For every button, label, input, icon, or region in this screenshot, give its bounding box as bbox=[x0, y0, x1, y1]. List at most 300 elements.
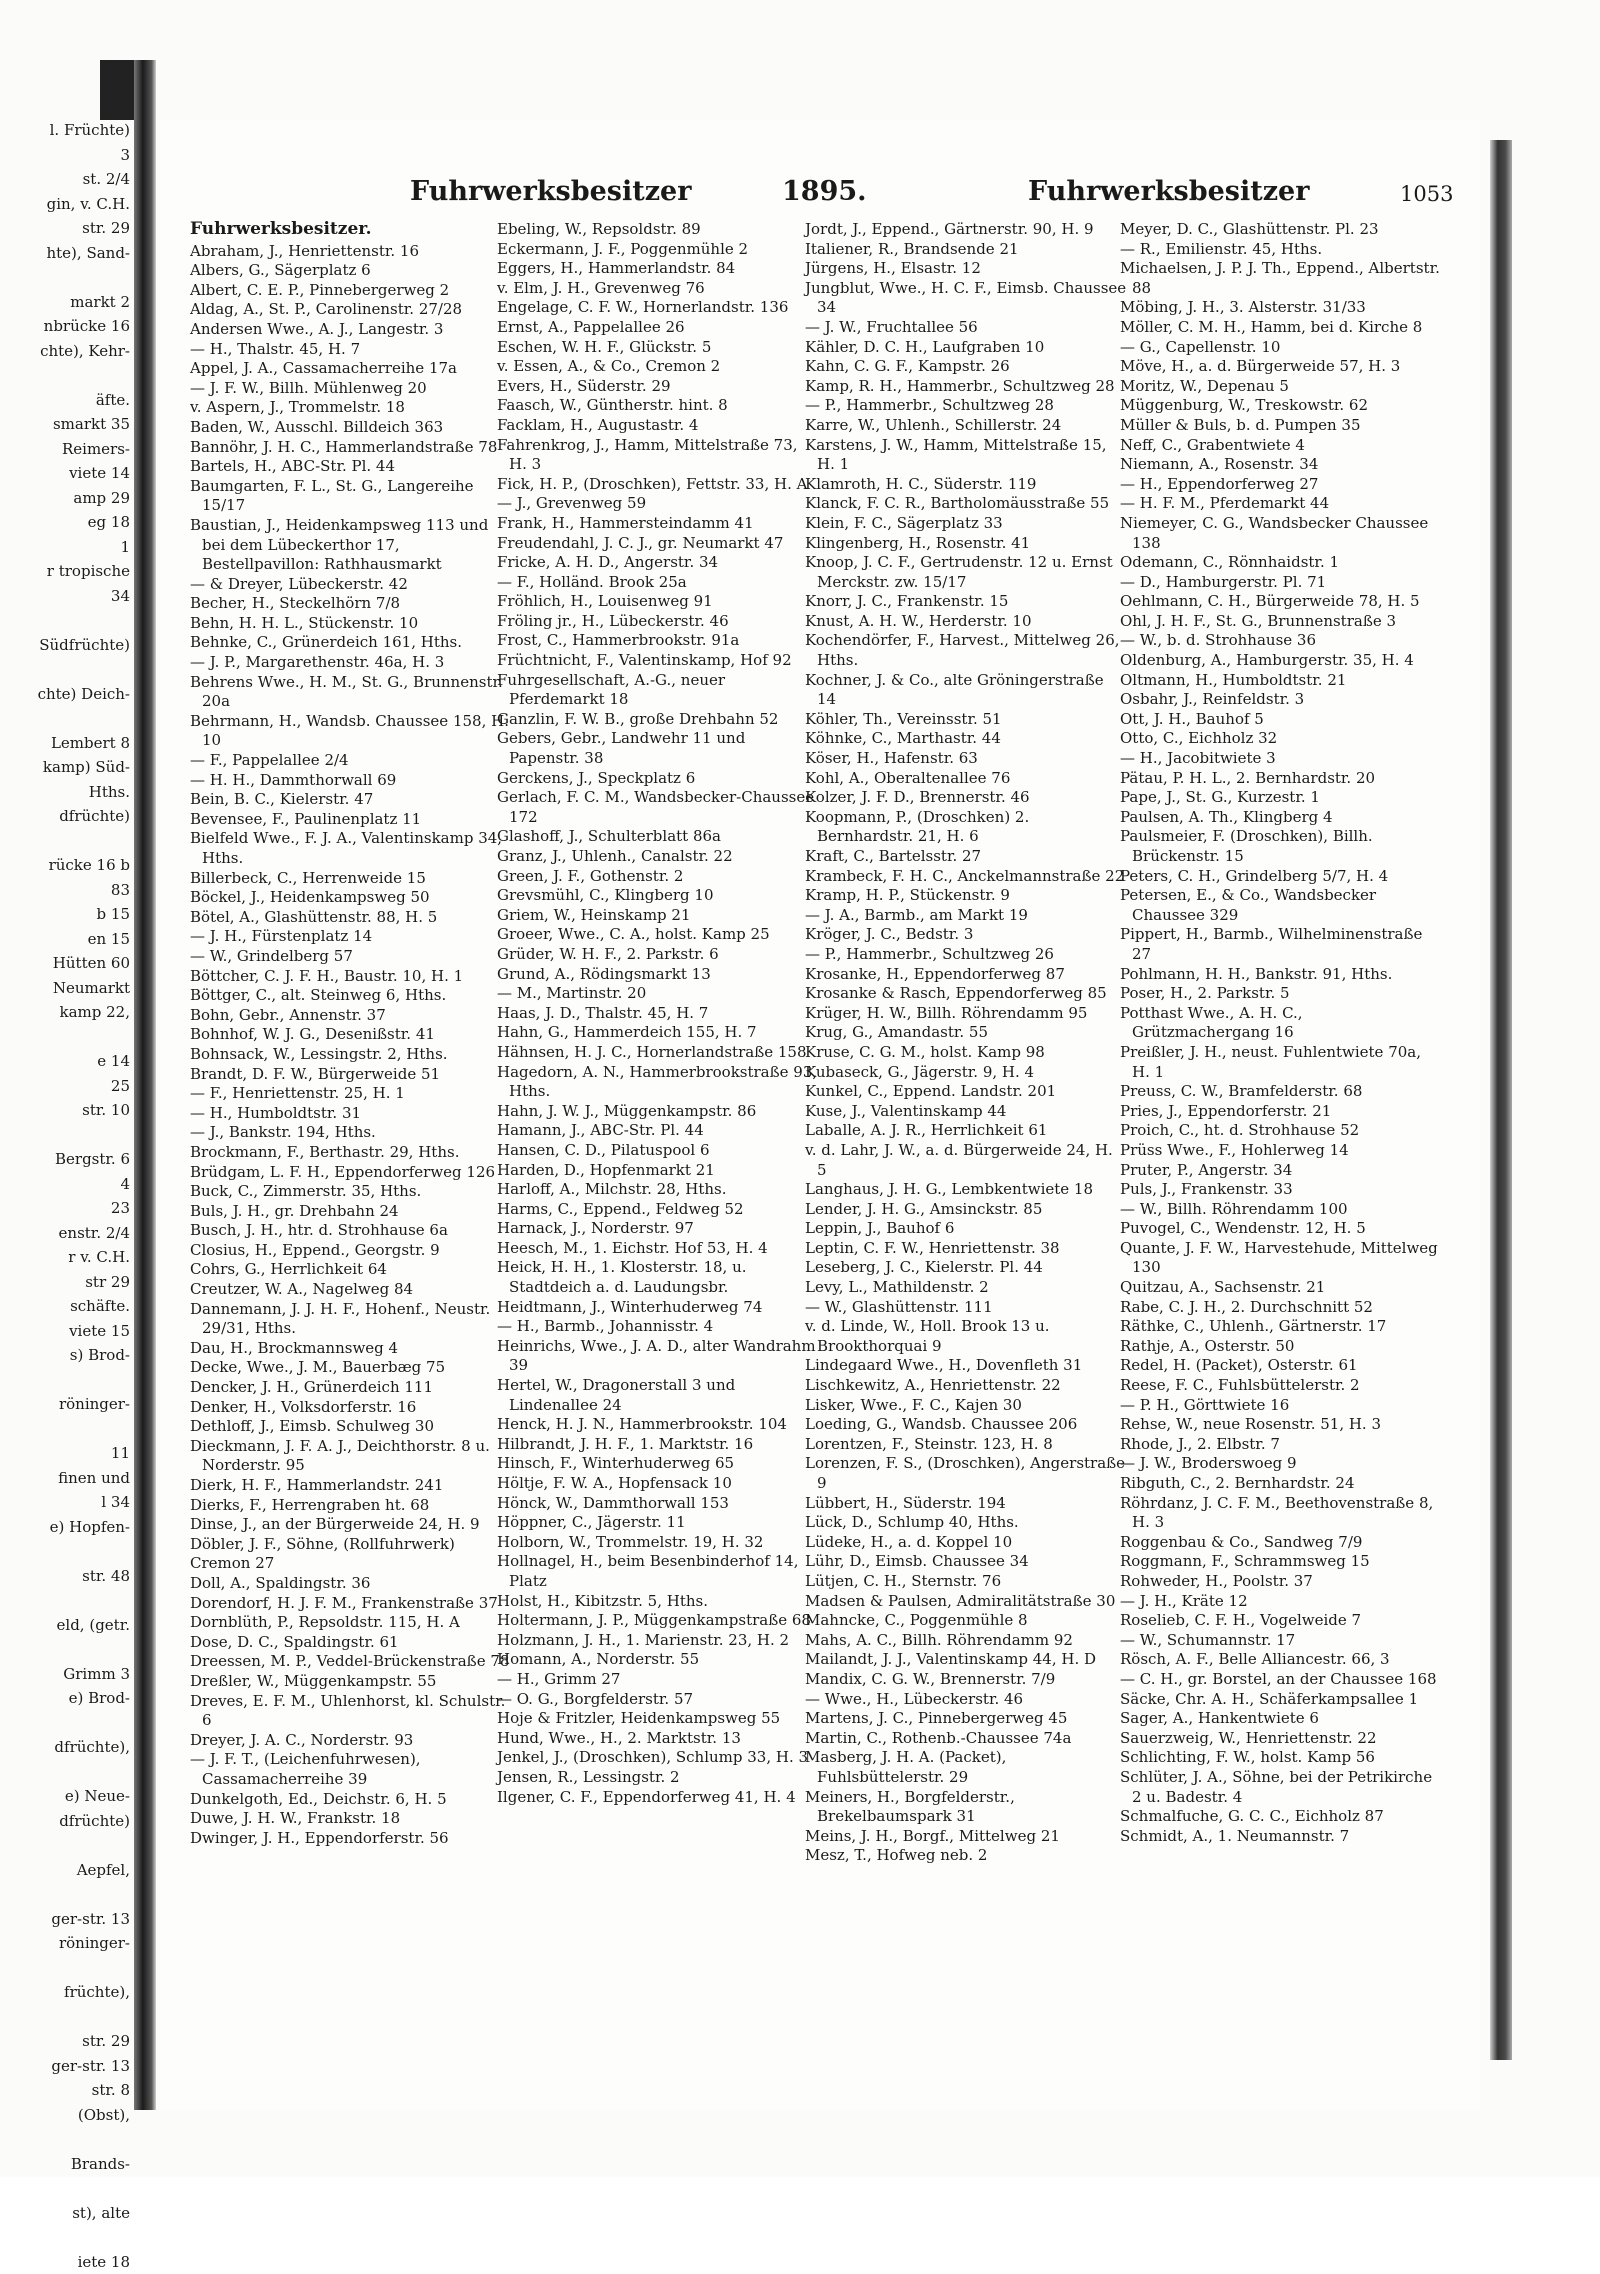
directory-entry: Meins, J. H., Borgf., Mittelweg 21 bbox=[805, 1827, 1127, 1847]
directory-entry: Jensen, R., Lessingstr. 2 bbox=[497, 1768, 819, 1788]
directory-entry: Buck, C., Zimmerstr. 35, Hths. bbox=[190, 1182, 512, 1202]
left-page-line: nbrücke 16 bbox=[0, 314, 130, 339]
directory-entry: Leptin, C. F. W., Henriettenstr. 38 bbox=[805, 1239, 1127, 1259]
directory-entry: Pries, J., Eppendorferstr. 21 bbox=[1120, 1102, 1442, 1122]
directory-entry: Brockmann, F., Berthastr. 29, Hths. bbox=[190, 1143, 512, 1163]
directory-entry: Martens, J. C., Pinnebergerweg 45 bbox=[805, 1709, 1127, 1729]
directory-entry: Hamann, J., ABC-Str. Pl. 44 bbox=[497, 1121, 819, 1141]
directory-entry: Dunkelgoth, Ed., Deichstr. 6, H. 5 bbox=[190, 1790, 512, 1810]
directory-entry: Ebeling, W., Repsoldstr. 89 bbox=[497, 220, 819, 240]
left-page-line: 23 bbox=[0, 1196, 130, 1221]
left-page-line: Hütten 60 bbox=[0, 951, 130, 976]
directory-entry: Kröger, J. C., Bedstr. 3 bbox=[805, 925, 1127, 945]
directory-entry: Bevensee, F., Paulinenplatz 11 bbox=[190, 810, 512, 830]
directory-entry: Groeer, Wwe., C. A., holst. Kamp 25 bbox=[497, 925, 819, 945]
directory-entry: Gerlach, F. C. M., Wandsbecker-Chaussee 172 bbox=[497, 788, 819, 827]
directory-entry: Fröling jr., H., Lübeckerstr. 46 bbox=[497, 612, 819, 632]
left-page-line: l 34 bbox=[0, 1490, 130, 1515]
left-page-line: dfrüchte), bbox=[0, 1735, 130, 1760]
directory-entry: — D., Hamburgerstr. Pl. 71 bbox=[1120, 573, 1442, 593]
left-page-line: smarkt 35 bbox=[0, 412, 130, 437]
directory-entry: — J. H., Kräte 12 bbox=[1120, 1592, 1442, 1612]
left-page-line: 34 bbox=[0, 584, 130, 609]
left-page-line: e 14 bbox=[0, 1049, 130, 1074]
left-page-line: 25 bbox=[0, 1074, 130, 1099]
left-page-line: amp 29 bbox=[0, 486, 130, 511]
left-page-line bbox=[0, 1956, 130, 1981]
directory-entry: Lender, J. H. G., Amsinckstr. 85 bbox=[805, 1200, 1127, 1220]
directory-entry: Facklam, H., Augustastr. 4 bbox=[497, 416, 819, 436]
directory-entry: Paulsen, A. Th., Klingberg 4 bbox=[1120, 808, 1442, 828]
left-page-line: st), alte bbox=[0, 2201, 130, 2226]
directory-entry: — J. F. T., (Leichenfuhrwesen), Cassamacherreihe 39 bbox=[190, 1750, 512, 1789]
left-page-line bbox=[0, 2225, 130, 2250]
directory-entry: Doll, A., Spaldingstr. 36 bbox=[190, 1574, 512, 1594]
directory-entry: — J. P., Margarethenstr. 46a, H. 3 bbox=[190, 653, 512, 673]
directory-entry: Klein, F. C., Sägerplatz 33 bbox=[805, 514, 1127, 534]
directory-entry: — J. F. W., Billh. Mühlenweg 20 bbox=[190, 379, 512, 399]
directory-entry: Kochendörfer, F., Harvest., Mittelweg 26, Hths. bbox=[805, 631, 1127, 670]
directory-entry: Karre, W., Uhlenh., Schillerstr. 24 bbox=[805, 416, 1127, 436]
directory-entry: Schlüter, J. A., Söhne, bei der Petrikirche 2 u. Badestr. 4 bbox=[1120, 1768, 1442, 1807]
directory-entry: Dierks, F., Herrengraben ht. 68 bbox=[190, 1496, 512, 1516]
directory-entry: Preißler, J. H., neust. Fuhlentwiete 70a, H. 1 bbox=[1120, 1043, 1442, 1082]
directory-entry: Hoje & Fritzler, Heidenkampsweg 55 bbox=[497, 1709, 819, 1729]
left-page-line: dfrüchte) bbox=[0, 1809, 130, 1834]
directory-entry: — P. H., Görttwiete 16 bbox=[1120, 1396, 1442, 1416]
left-page-line: eld, (getr. bbox=[0, 1613, 130, 1638]
directory-entry: Holtermann, J. P., Müggenkampstraße 68 bbox=[497, 1611, 819, 1631]
left-page-line: schäfte. bbox=[0, 1294, 130, 1319]
directory-entry: — M., Martinstr. 20 bbox=[497, 984, 819, 1004]
directory-entry: Kraft, C., Bartelsstr. 27 bbox=[805, 847, 1127, 867]
directory-entry: Knorr, J. C., Frankenstr. 15 bbox=[805, 592, 1127, 612]
left-page-line: finen und bbox=[0, 1466, 130, 1491]
directory-entry: Böttger, C., alt. Steinweg 6, Hths. bbox=[190, 986, 512, 1006]
left-page-line: Reimers- bbox=[0, 437, 130, 462]
directory-entry: — H., Jacobitwiete 3 bbox=[1120, 749, 1442, 769]
directory-entry: Busch, J. H., htr. d. Strohhause 6a bbox=[190, 1221, 512, 1241]
directory-entry: Schmalfuche, G. C. C., Eichholz 87 bbox=[1120, 1807, 1442, 1827]
directory-entry: Grevsmühl, C., Klingberg 10 bbox=[497, 886, 819, 906]
directory-entry: — H., Barmb., Johannisstr. 4 bbox=[497, 1317, 819, 1337]
directory-entry: Lück, D., Schlump 40, Hths. bbox=[805, 1513, 1127, 1533]
left-page-line: 3 bbox=[0, 143, 130, 168]
directory-entry: Säcke, Chr. A. H., Schäferkampsallee 1 bbox=[1120, 1690, 1442, 1710]
directory-entry: Oltmann, H., Humboldtstr. 21 bbox=[1120, 671, 1442, 691]
directory-entry: Müller & Buls, b. d. Pumpen 35 bbox=[1120, 416, 1442, 436]
left-page-line: Neumarkt bbox=[0, 976, 130, 1001]
directory-entry: Haas, J. D., Thalstr. 45, H. 7 bbox=[497, 1004, 819, 1024]
directory-entry: Lübbert, H., Süderstr. 194 bbox=[805, 1494, 1127, 1514]
directory-entry: Ribguth, C., 2. Bernhardstr. 24 bbox=[1120, 1474, 1442, 1494]
directory-entry: Sauerzweig, W., Henriettenstr. 22 bbox=[1120, 1729, 1442, 1749]
directory-entry: Baumgarten, F. L., St. G., Langereihe 15/17 bbox=[190, 477, 512, 516]
left-page-line: str. 29 bbox=[0, 2029, 130, 2054]
directory-entry: Prüss Wwe., F., Hohlerweg 14 bbox=[1120, 1141, 1442, 1161]
page-edge bbox=[1490, 140, 1512, 2060]
directory-entry: Moritz, W., Depenau 5 bbox=[1120, 377, 1442, 397]
directory-entry: — J., Bankstr. 194, Hths. bbox=[190, 1123, 512, 1143]
directory-entry: Dreessen, M. P., Veddel-Brückenstraße 78 bbox=[190, 1652, 512, 1672]
directory-entry: Hund, Wwe., H., 2. Marktstr. 13 bbox=[497, 1729, 819, 1749]
directory-entry: Kamp, R. H., Hammerbr., Schultzweg 28 bbox=[805, 377, 1127, 397]
directory-entry: Decke, Wwe., J. M., Bauerbæg 75 bbox=[190, 1358, 512, 1378]
left-page-line: str. 29 bbox=[0, 216, 130, 241]
directory-entry: Ott, J. H., Bauhof 5 bbox=[1120, 710, 1442, 730]
directory-entry: v. d. Lahr, J. W., a. d. Bürgerweide 24, H. 5 bbox=[805, 1141, 1127, 1180]
directory-entry: Fröhlich, H., Louisenweg 91 bbox=[497, 592, 819, 612]
directory-entry: Petersen, E., & Co., Wandsbecker Chaussee 329 bbox=[1120, 886, 1442, 925]
directory-entry: Ernst, A., Pappelallee 26 bbox=[497, 318, 819, 338]
directory-entry: Klingenberg, H., Rosenstr. 41 bbox=[805, 534, 1127, 554]
left-page-line bbox=[0, 1588, 130, 1613]
left-page-line: chte), Kehr- bbox=[0, 339, 130, 364]
left-page-line: ger-str. 13 bbox=[0, 1907, 130, 1932]
left-page-line: Brands- bbox=[0, 2152, 130, 2177]
directory-entry: Behrens Wwe., H. M., St. G., Brunnenstr. 20a bbox=[190, 673, 512, 712]
directory-entry: Bohnhof, W. J. G., Desenißstr. 41 bbox=[190, 1025, 512, 1045]
left-page-line: b 15 bbox=[0, 902, 130, 927]
directory-entry: — H., Eppendorferweg 27 bbox=[1120, 475, 1442, 495]
left-page-line bbox=[0, 1025, 130, 1050]
left-page-line: str. 10 bbox=[0, 1098, 130, 1123]
directory-entry: Frost, C., Hammerbrookstr. 91a bbox=[497, 631, 819, 651]
directory-entry: Puls, J., Frankenstr. 33 bbox=[1120, 1180, 1442, 1200]
column-2 bbox=[497, 220, 819, 2090]
directory-entry: Brüdgam, L. F. H., Eppendorferweg 126 bbox=[190, 1163, 512, 1183]
left-page-line bbox=[0, 363, 130, 388]
directory-entry: v. d. Linde, W., Holl. Brook 13 u. Brookthorquai 9 bbox=[805, 1317, 1127, 1356]
page-number: 1053 bbox=[1400, 182, 1453, 206]
left-page-line bbox=[0, 1711, 130, 1736]
directory-entry: v. Aspern, J., Trommelstr. 18 bbox=[190, 398, 512, 418]
directory-entry: Madsen & Paulsen, Admiralitätstraße 30 bbox=[805, 1592, 1127, 1612]
directory-entry: Poser, H., 2. Parkstr. 5 bbox=[1120, 984, 1442, 1004]
directory-entry: Dornblüth, P., Repsoldstr. 115, H. A bbox=[190, 1613, 512, 1633]
directory-entry: — J. A., Barmb., am Markt 19 bbox=[805, 906, 1127, 926]
directory-entry: — Wwe., H., Lübeckerstr. 46 bbox=[805, 1690, 1127, 1710]
left-page-line: enstr. 2/4 bbox=[0, 1221, 130, 1246]
directory-entry: Glashoff, J., Schulterblatt 86a bbox=[497, 827, 819, 847]
left-page-line: e) Hopfen- bbox=[0, 1515, 130, 1540]
running-head bbox=[160, 176, 1480, 216]
directory-entry: Granz, J., Uhlenh., Canalstr. 22 bbox=[497, 847, 819, 867]
directory-entry: Kähler, D. C. H., Laufgraben 10 bbox=[805, 338, 1127, 358]
directory-entry: Sager, A., Hankentwiete 6 bbox=[1120, 1709, 1442, 1729]
directory-entry: Dose, D. C., Spaldingstr. 61 bbox=[190, 1633, 512, 1653]
left-page-line bbox=[0, 657, 130, 682]
directory-entry: Lütjen, C. H., Sternstr. 76 bbox=[805, 1572, 1127, 1592]
directory-entry: Döbler, J. F., Söhne, (Rollfuhrwerk) bbox=[190, 1535, 512, 1555]
left-page-line: viete 14 bbox=[0, 461, 130, 486]
directory-entry: Mailandt, J. J., Valentinskamp 44, H. D bbox=[805, 1650, 1127, 1670]
left-page-line: e) Brod- bbox=[0, 1686, 130, 1711]
directory-entry: Früchtnicht, F., Valentinskamp, Hof 92 bbox=[497, 651, 819, 671]
directory-entry: Green, J. F., Gothenstr. 2 bbox=[497, 867, 819, 887]
left-page-line: e) Neue- bbox=[0, 1784, 130, 1809]
directory-entry: Peters, C. H., Grindelberg 5/7, H. 4 bbox=[1120, 867, 1442, 887]
directory-entry: Faasch, W., Güntherstr. hint. 8 bbox=[497, 396, 819, 416]
directory-entry: Eckermann, J. F., Poggenmühle 2 bbox=[497, 240, 819, 260]
left-page-line: s) Brod- bbox=[0, 1343, 130, 1368]
directory-entry: Krüger, H. W., Billh. Röhrendamm 95 bbox=[805, 1004, 1127, 1024]
left-page-line bbox=[0, 706, 130, 731]
directory-entry: Pätau, P. H. L., 2. Bernhardstr. 20 bbox=[1120, 769, 1442, 789]
directory-entry: — H., Thalstr. 45, H. 7 bbox=[190, 340, 512, 360]
directory-entry: Italiener, R., Brandsende 21 bbox=[805, 240, 1127, 260]
directory-entry: Bartels, H., ABC-Str. Pl. 44 bbox=[190, 457, 512, 477]
directory-entry: Höppner, C., Jägerstr. 11 bbox=[497, 1513, 819, 1533]
left-page-line bbox=[0, 2127, 130, 2152]
left-page-line bbox=[0, 1539, 130, 1564]
directory-entry: Gebers, Gebr., Landwehr 11 und Papenstr. 38 bbox=[497, 729, 819, 768]
left-page-line: äfte. bbox=[0, 388, 130, 413]
left-page-line bbox=[0, 1637, 130, 1662]
directory-entry: Preuss, C. W., Bramfelderstr. 68 bbox=[1120, 1082, 1442, 1102]
directory-entry: Hansen, C. D., Pilatuspool 6 bbox=[497, 1141, 819, 1161]
directory-entry: Masberg, J. H. A. (Packet), Fuhlsbüttelerstr. 29 bbox=[805, 1748, 1127, 1787]
directory-entry: Creutzer, W. A., Nagelweg 84 bbox=[190, 1280, 512, 1300]
directory-entry: — R., Emilienstr. 45, Hths. bbox=[1120, 240, 1442, 260]
directory-entry: Roggenbau & Co., Sandweg 7/9 bbox=[1120, 1533, 1442, 1553]
directory-entry: Redel, H. (Packet), Osterstr. 61 bbox=[1120, 1356, 1442, 1376]
directory-entry: Gerckens, J., Speckplatz 6 bbox=[497, 769, 819, 789]
directory-entry: Dreyer, J. A. C., Norderstr. 93 bbox=[190, 1731, 512, 1751]
directory-entry: Lisker, Wwe., F. C., Kajen 30 bbox=[805, 1396, 1127, 1416]
directory-entry: Cohrs, G., Herrlichkeit 64 bbox=[190, 1260, 512, 1280]
left-page-line: kamp 22, bbox=[0, 1000, 130, 1025]
left-page-line bbox=[0, 265, 130, 290]
directory-entry: Ganzlin, F. W. B., große Drehbahn 52 bbox=[497, 710, 819, 730]
directory-entry: Jenkel, J., (Droschken), Schlump 33, H. 3 bbox=[497, 1748, 819, 1768]
header-right-title: Fuhrwerksbesitzer bbox=[1028, 176, 1309, 207]
section-heading: Fuhrwerksbesitzer. bbox=[190, 220, 512, 240]
column-3 bbox=[805, 220, 1127, 2090]
directory-entry: Bannöhr, J. H. C., Hammerlandstraße 78 bbox=[190, 438, 512, 458]
directory-entry: Fuhrgesellschaft, A.-G., neuer Pferdemarkt 18 bbox=[497, 671, 819, 710]
directory-entry: Harloff, A., Milchstr. 28, Hths. bbox=[497, 1180, 819, 1200]
directory-entry: Karstens, J. W., Hamm, Mittelstraße 15, H. 1 bbox=[805, 436, 1127, 475]
directory-entry: Hollnagel, H., beim Besenbinderhof 14, Platz bbox=[497, 1552, 819, 1591]
directory-entry: Möbing, J. H., 3. Alsterstr. 31/33 bbox=[1120, 298, 1442, 318]
directory-entry: Frank, H., Hammersteindamm 41 bbox=[497, 514, 819, 534]
directory-entry: — & Dreyer, Lübeckerstr. 42 bbox=[190, 575, 512, 595]
directory-entry: Krug, G., Amandastr. 55 bbox=[805, 1023, 1127, 1043]
directory-entry: v. Elm, J. H., Grevenweg 76 bbox=[497, 279, 819, 299]
directory-entry: Kruse, C. G. M., holst. Kamp 98 bbox=[805, 1043, 1127, 1063]
directory-entry: Holst, H., Kibitzstr. 5, Hths. bbox=[497, 1592, 819, 1612]
directory-entry: — W., Grindelberg 57 bbox=[190, 947, 512, 967]
directory-entry: Bohnsack, W., Lessingstr. 2, Hths. bbox=[190, 1045, 512, 1065]
directory-entry: Baden, W., Ausschl. Billdeich 363 bbox=[190, 418, 512, 438]
directory-entry: Odemann, C., Rönnhaidstr. 1 bbox=[1120, 553, 1442, 573]
directory-entry: Hinsch, F., Winterhuderweg 65 bbox=[497, 1454, 819, 1474]
left-page-line: Südfrüchte) bbox=[0, 633, 130, 658]
directory-entry: Dwinger, J. H., Eppendorferstr. 56 bbox=[190, 1829, 512, 1849]
directory-entry: Roggmann, F., Schrammsweg 15 bbox=[1120, 1552, 1442, 1572]
directory-entry: Kunkel, C., Eppend. Landstr. 201 bbox=[805, 1082, 1127, 1102]
directory-entry: Jordt, J., Eppend., Gärtnerstr. 90, H. 9 bbox=[805, 220, 1127, 240]
directory-entry: Krambeck, F. H. C., Anckelmannstraße 22 bbox=[805, 867, 1127, 887]
directory-entry: Heick, H. H., 1. Klosterstr. 18, u. Stadtdeich a. d. Laudungsbr. bbox=[497, 1258, 819, 1297]
left-page-line: l. Früchte) bbox=[0, 118, 130, 143]
directory-entry: — H., Humboldtstr. 31 bbox=[190, 1104, 512, 1124]
directory-entry: Bötel, A., Glashüttenstr. 88, H. 5 bbox=[190, 908, 512, 928]
directory-entry: Dreves, E. F. M., Uhlenhorst, kl. Schulstr. 6 bbox=[190, 1692, 512, 1731]
directory-entry: Dieckmann, J. F. A. J., Deichthorstr. 8 u. Norderstr. 95 bbox=[190, 1437, 512, 1476]
directory-entry: — P., Hammerbr., Schultzweg 28 bbox=[805, 396, 1127, 416]
directory-entry: Möve, H., a. d. Bürgerweide 57, H. 3 bbox=[1120, 357, 1442, 377]
directory-entry: Pape, J., St. G., Kurzestr. 1 bbox=[1120, 788, 1442, 808]
directory-entry: Lischkewitz, A., Henriettenstr. 22 bbox=[805, 1376, 1127, 1396]
directory-entry: Rhode, J., 2. Elbstr. 7 bbox=[1120, 1435, 1442, 1455]
directory-entry: Mahncke, C., Poggenmühle 8 bbox=[805, 1611, 1127, 1631]
directory-entry: — G., Capellenstr. 10 bbox=[1120, 338, 1442, 358]
directory-entry: Heidtmann, J., Winterhuderweg 74 bbox=[497, 1298, 819, 1318]
directory-entry: Laballe, A. J. R., Herrlichkeit 61 bbox=[805, 1121, 1127, 1141]
directory-entry: Niemeyer, C. G., Wandsbecker Chaussee 138 bbox=[1120, 514, 1442, 553]
left-page-line bbox=[0, 829, 130, 854]
directory-entry: Bein, B. C., Kielerstr. 47 bbox=[190, 790, 512, 810]
directory-entry: Rathje, A., Osterstr. 50 bbox=[1120, 1337, 1442, 1357]
left-page-line: dfrüchte) bbox=[0, 804, 130, 829]
directory-entry: Eschen, W. H. F., Glückstr. 5 bbox=[497, 338, 819, 358]
directory-entry: — C. H., gr. Borstel, an der Chaussee 168 bbox=[1120, 1670, 1442, 1690]
left-page-line: 1 bbox=[0, 535, 130, 560]
directory-entry: Dinse, J., an der Bürgerweide 24, H. 9 bbox=[190, 1515, 512, 1535]
directory-entry: Schmidt, A., 1. Neumannstr. 7 bbox=[1120, 1827, 1442, 1847]
left-page-line bbox=[0, 1833, 130, 1858]
directory-entry: Hahn, G., Hammerdeich 155, H. 7 bbox=[497, 1023, 819, 1043]
directory-entry: Martin, C., Rothenb.-Chaussee 74a bbox=[805, 1729, 1127, 1749]
left-page-line: str. 8 bbox=[0, 2078, 130, 2103]
directory-entry: Höltje, F. W. A., Hopfensack 10 bbox=[497, 1474, 819, 1494]
header-left-title: Fuhrwerksbesitzer bbox=[410, 176, 691, 207]
directory-entry: Rohweder, H., Poolstr. 37 bbox=[1120, 1572, 1442, 1592]
directory-entry: Kahn, C. G. F., Kampstr. 26 bbox=[805, 357, 1127, 377]
directory-entry: Kochner, J. & Co., alte Gröningerstraße 14 bbox=[805, 671, 1127, 710]
directory-entry: Dreßler, W., Müggenkampstr. 55 bbox=[190, 1672, 512, 1692]
left-page-line: Aepfel, bbox=[0, 1858, 130, 1883]
left-page-line: str. 48 bbox=[0, 1564, 130, 1589]
directory-entry: Dierk, H. F., Hammerlandstr. 241 bbox=[190, 1476, 512, 1496]
directory-entry: Fricke, A. H. D., Angerstr. 34 bbox=[497, 553, 819, 573]
directory-entry: Klamroth, H. C., Süderstr. 119 bbox=[805, 475, 1127, 495]
directory-entry: Becher, H., Steckelhörn 7/8 bbox=[190, 594, 512, 614]
left-page-line: röninger- bbox=[0, 1931, 130, 1956]
header-year: 1895. bbox=[782, 176, 867, 207]
directory-entry: Heinrichs, Wwe., J. A. D., alter Wandrahm 39 bbox=[497, 1337, 819, 1376]
directory-entry: Fick, H. P., (Droschken), Fettstr. 33, H. A bbox=[497, 475, 819, 495]
directory-entry: Dethloff, J., Eimsb. Schulweg 30 bbox=[190, 1417, 512, 1437]
column-4 bbox=[1120, 220, 1442, 2090]
directory-entry: Kubaseck, G., Jägerstr. 9, H. 4 bbox=[805, 1063, 1127, 1083]
directory-entry: Oldenburg, A., Hamburgerstr. 35, H. 4 bbox=[1120, 651, 1442, 671]
directory-entry: — W., b. d. Strohhause 36 bbox=[1120, 631, 1442, 651]
directory-entry: Appel, J. A., Cassamacherreihe 17a bbox=[190, 359, 512, 379]
left-page-line: (Obst), bbox=[0, 2103, 130, 2128]
directory-entry: Knoop, J. C. F., Gertrudenstr. 12 u. Ernst Merckstr. zw. 15/17 bbox=[805, 553, 1127, 592]
directory-entry: — W., Billh. Röhrendamm 100 bbox=[1120, 1200, 1442, 1220]
directory-entry: Pippert, H., Barmb., Wilhelminenstraße 27 bbox=[1120, 925, 1442, 964]
directory-entry: Eggers, H., Hammerlandstr. 84 bbox=[497, 259, 819, 279]
directory-entry: Bohn, Gebr., Annenstr. 37 bbox=[190, 1006, 512, 1026]
directory-entry: Koopmann, P., (Droschken) 2. Bernhardstr. 21, H. 6 bbox=[805, 808, 1127, 847]
directory-entry: — O. G., Borgfelderstr. 57 bbox=[497, 1690, 819, 1710]
directory-entry: Brandt, D. F. W., Bürgerweide 51 bbox=[190, 1065, 512, 1085]
left-page-line: ger-str. 13 bbox=[0, 2054, 130, 2079]
directory-entry: — W., Schumannstr. 17 bbox=[1120, 1631, 1442, 1651]
directory-entry: Röhrdanz, J. C. F. M., Beethovenstraße 8, H. 3 bbox=[1120, 1494, 1442, 1533]
directory-entry: Reese, F. C., Fuhlsbüttelerstr. 2 bbox=[1120, 1376, 1442, 1396]
directory-entry: — P., Hammerbr., Schultzweg 26 bbox=[805, 945, 1127, 965]
left-page-line: markt 2 bbox=[0, 290, 130, 315]
directory-entry: Denker, H., Volksdorferstr. 16 bbox=[190, 1398, 512, 1418]
left-page-line: gin, v. C.H. bbox=[0, 192, 130, 217]
directory-entry: Kohl, A., Oberaltenallee 76 bbox=[805, 769, 1127, 789]
directory-entry: Holborn, W., Trommelstr. 19, H. 32 bbox=[497, 1533, 819, 1553]
directory-entry: Engelage, C. F. W., Hornerlandstr. 136 bbox=[497, 298, 819, 318]
left-page-line bbox=[0, 1882, 130, 1907]
directory-entry: Kuse, J., Valentinskamp 44 bbox=[805, 1102, 1127, 1122]
directory-entry: Dencker, J. H., Grünerdeich 111 bbox=[190, 1378, 512, 1398]
directory-entry: Meyer, D. C., Glashüttenstr. Pl. 23 bbox=[1120, 220, 1442, 240]
directory-entry: Griem, W., Heinskamp 21 bbox=[497, 906, 819, 926]
directory-entry: Puvogel, C., Wendenstr. 12, H. 5 bbox=[1120, 1219, 1442, 1239]
directory-entry: Evers, H., Süderstr. 29 bbox=[497, 377, 819, 397]
directory-entry: Proich, C., ht. d. Strohhause 52 bbox=[1120, 1121, 1442, 1141]
directory-entry: Aldag, A., St. P., Carolinenstr. 27/28 bbox=[190, 300, 512, 320]
directory-entry: Closius, H., Eppend., Georgstr. 9 bbox=[190, 1241, 512, 1261]
left-page-line: st. 2/4 bbox=[0, 167, 130, 192]
directory-entry: Müggenburg, W., Treskowstr. 62 bbox=[1120, 396, 1442, 416]
directory-entry: Klanck, F. C. R., Bartholomäusstraße 55 bbox=[805, 494, 1127, 514]
left-page-line: hte), Sand- bbox=[0, 241, 130, 266]
directory-entry: Jürgens, H., Elsastr. 12 bbox=[805, 259, 1127, 279]
left-page-line: en 15 bbox=[0, 927, 130, 952]
left-page-line: iete 18 bbox=[0, 2250, 130, 2274]
left-page-line bbox=[0, 1760, 130, 1785]
column-1 bbox=[190, 220, 512, 2090]
left-page-fragment bbox=[0, 118, 130, 2108]
directory-entry: Albers, G., Sägerplatz 6 bbox=[190, 261, 512, 281]
directory-entry: Paulsmeier, F. (Droschken), Billh. Brückenstr. 15 bbox=[1120, 827, 1442, 866]
directory-entry: Schlichting, F. W., holst. Kamp 56 bbox=[1120, 1748, 1442, 1768]
directory-entry: Meiners, H., Borgfelderstr., Brekelbaumspark 31 bbox=[805, 1788, 1127, 1827]
directory-entry: Buls, J. H., gr. Drehbahn 24 bbox=[190, 1202, 512, 1222]
left-page-line: röninger- bbox=[0, 1392, 130, 1417]
directory-entry: Pruter, P., Angerstr. 34 bbox=[1120, 1161, 1442, 1181]
directory-entry: Köhnke, C., Marthastr. 44 bbox=[805, 729, 1127, 749]
directory-entry: Hagedorn, A. N., Hammerbrookstraße 93, Hths. bbox=[497, 1063, 819, 1102]
directory-entry: Harden, D., Hopfenmarkt 21 bbox=[497, 1161, 819, 1181]
directory-entry: Kolzer, J. F. D., Brennerstr. 46 bbox=[805, 788, 1127, 808]
directory-entry: Hahn, J. W. J., Müggenkampstr. 86 bbox=[497, 1102, 819, 1122]
directory-entry: Köhler, Th., Vereinsstr. 51 bbox=[805, 710, 1127, 730]
directory-entry: Lühr, D., Eimsb. Chaussee 34 bbox=[805, 1552, 1127, 1572]
directory-entry: Ohl, J. H. F., St. G., Brunnenstraße 3 bbox=[1120, 612, 1442, 632]
directory-entry: Rösch, A. F., Belle Alliancestr. 66, 3 bbox=[1120, 1650, 1442, 1670]
left-page-line: eg 18 bbox=[0, 510, 130, 535]
directory-page bbox=[160, 120, 1480, 2110]
directory-entry: Kramp, H. P., Stückenstr. 9 bbox=[805, 886, 1127, 906]
directory-entry: Harms, C., Eppend., Feldweg 52 bbox=[497, 1200, 819, 1220]
directory-entry: Freudendahl, J. C. J., gr. Neumarkt 47 bbox=[497, 534, 819, 554]
directory-entry: Heesch, M., 1. Eichstr. Hof 53, H. 4 bbox=[497, 1239, 819, 1259]
left-page-line: kamp) Süd- bbox=[0, 755, 130, 780]
directory-entry: — F., Pappelallee 2/4 bbox=[190, 751, 512, 771]
